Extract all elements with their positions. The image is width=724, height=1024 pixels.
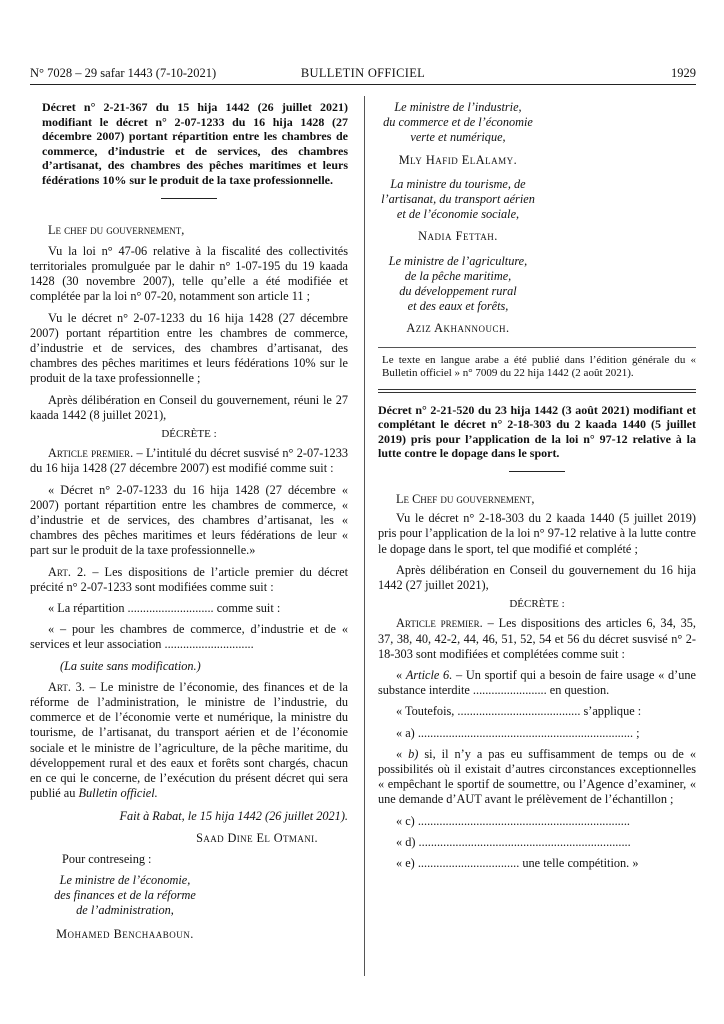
decree-title: Décret n° 2-21-367 du 15 hija 1442 (26 juillet 2021) modifiant le décret n° 2-07-1233 du 16 hija 1428 (27 décembre 2007) portant répartition entre les chambres de commerce, d’industrie et de services, des chambres d’artisanat, des chambres des pêches maritimes et leurs fédérations 10% sur le produit de la taxe professionnelle. [42, 100, 348, 187]
fait-line: Fait à Rabat, le 15 hija 1442 (26 juillet 2021). [119, 809, 348, 824]
item-b-label: b) [408, 746, 419, 761]
article-2 [30, 565, 348, 595]
publication-title: BULLETIN OFFICIEL [300, 66, 426, 80]
signature-tourism-minister [378, 177, 538, 245]
article-6-text: – Un sportif qui a besoin de faire usage « d’une substance interdite ........................ en question. [378, 668, 696, 698]
decree-title-2: Décret n° 2-21-520 du 23 hija 1442 (3 août 2021) modifiant et complétant le décret n° 2-18-303 du 2 kaada 1440 (5 juillet 2019) pris pour l’application de la loi n° 97-12 relative à la lutte contre le dopage dans le sport. [378, 402, 696, 461]
article-3-text: – Le ministre de l’économie, des finances et de la réforme de l’administration, le ministre de l’industrie, du commerce et de l’économie verte et numérique, la ministre du tourisme, de l’artisanat, du transport aérien et de l’économie sociale et le ministre de l’agriculture, de la pêche maritime, du développement rural et des eaux et forêts sont chargés, chacun en ce qui le concerne, de l’exécution du présent décret qui sera publié au [30, 679, 348, 801]
signature-agriculture-minister [378, 254, 538, 337]
role-line-1: Le ministre de l’agriculture, [388, 253, 528, 268]
quote-paragraph: « Décret n° 2-07-1233 du 16 hija 1428 (27 décembre « 2007) portant répartition entre les chambres de commerce, « d’industrie et de services, des chambres d’artisanat, les « chambres des pêches maritimes et leurs fédérations de leur « part sur le produit de la taxe professionnelle.» [30, 482, 348, 558]
role-line-3: de l’administration, [76, 903, 174, 918]
item-e: « e) ................................. une telle compétition. » [396, 856, 639, 871]
vu-paragraph-2: Vu le décret n° 2-07-1233 du 16 hija 1428 (27 décembre 2007) portant répartition entre les chambres de commerce, d’industrie et de services, des chambres d’artisanat, des chambres des pêches maritimes et leurs fédérations 10% sur le produit de la taxe professionnelle ; [30, 310, 348, 386]
article-6-paragraph [378, 668, 696, 698]
item-b-text: si, il n’y a pas eu suffisamment de temps ou de « possibilités où il existait d’autres circonstances exceptionnelles « empêchant le sportif de soumettre, ou l’Agence d’examiner, « une demande d’AUT avant le prélèvement de l’échantillon ; [378, 746, 696, 807]
article-3-label: Art. 3. [48, 679, 85, 694]
right-column [378, 100, 696, 871]
decrete-heading-2: DÉCRÈTE : [509, 598, 565, 611]
apres-paragraph-2: Après délibération en Conseil du gouvernement du 16 hija 1442 (27 juillet 2021), [378, 562, 696, 593]
chef-line-2: Le Chef du gouvernement, [396, 492, 535, 507]
suite-line: (La suite sans modification.) [60, 658, 201, 673]
item-c: « c) ..................................................................... [396, 813, 630, 828]
toutefois-line: « Toutefois, ........................................ s’applique : [396, 704, 642, 719]
decrete-heading: DÉCRÈTE : [161, 428, 217, 440]
issue-info: N° 7028 – 29 safar 1443 (7-10-2021) [30, 66, 217, 80]
pour-line: « – pour les chambres de commerce, d’industrie et de « services et leur association ............................. [30, 622, 348, 652]
role-line-3: verte et numérique, [410, 130, 506, 145]
article-2-text: – Les dispositions de l’article premier du décret précité n° 2-07-1233 sont modifiées comme suit : [30, 564, 348, 594]
quote-open: « [396, 668, 406, 683]
role-line-4: et des eaux et forêts, [407, 299, 509, 314]
role-line-2: des finances et de la réforme [54, 888, 196, 903]
quote-open-b: « [396, 746, 409, 761]
page-number: 1929 [671, 66, 696, 80]
role-line-3: et de l’économie sociale, [396, 207, 520, 222]
header-rule [30, 84, 696, 85]
minister-name: Aziz Akhannouch. [406, 321, 510, 336]
contreseing-label: Pour contreseing : [62, 851, 152, 866]
signer-name: Saad Dine El Otmani. [196, 830, 318, 845]
role-line-3: du développement rural [399, 284, 517, 299]
article-1-label: Article premier. [48, 446, 134, 461]
article-6-label: Article 6. [405, 668, 453, 683]
repartition-line: « La répartition ............................ comme suit : [48, 601, 281, 616]
item-d: « d) ..................................................................... [396, 834, 631, 849]
article-2-label: Art. 2. [48, 564, 87, 579]
apres-paragraph: Après délibération en Conseil du gouvernement, réuni le 27 kaada 1442 (8 juillet 2021), [30, 392, 348, 422]
bulletin-officiel-ref: Bulletin officiel. [78, 786, 158, 801]
role-line-2: de la pêche maritime, [404, 268, 512, 283]
column-divider [364, 96, 365, 976]
article-1 [30, 446, 348, 476]
minister-name: Mohamed Benchaaboun. [56, 926, 194, 941]
minister-name: Mly Hafid ElAlamy. [398, 152, 518, 167]
item-b [378, 747, 696, 808]
article-1-2 [378, 616, 696, 662]
arabic-text-note: Le texte en langue arabe a été publié dans l’édition générale du « Bulletin officiel » n° 7009 du 22 hija 1442 (2 août 2021). [382, 353, 696, 380]
signature-economy-minister [30, 873, 220, 942]
article-1-label-2: Article premier. [396, 616, 483, 631]
left-column [30, 100, 348, 942]
role-line-1: Le ministre de l’industrie, [394, 100, 522, 114]
article-3 [30, 680, 348, 802]
page-header [30, 66, 696, 82]
role-line-2: du commerce et de l’économie [383, 115, 533, 130]
chef-line: Le chef du gouvernement, [48, 222, 185, 237]
role-line-1: La ministre du tourisme, de [390, 176, 526, 191]
role-line-1: Le ministre de l’économie, [59, 873, 191, 888]
vu-paragraph-1: Vu la loi n° 47-06 relative à la fiscalité des collectivités territoriales promulguée par le dahir n° 1-07-195 du 19 kaada 1428 (30 novembre 2007), telle qu’elle a été modifiée et complétée par la loi n° 07-20, notamment son article 11 ; [30, 243, 348, 304]
role-line-2: l’artisanat, du transport aérien [381, 192, 535, 207]
signature-industry-minister [378, 100, 538, 168]
vu-paragraph: Vu le décret n° 2-18-303 du 2 kaada 1440 (5 juillet 2019) pris pour l’application de la loi n° 97-12 relative à la lutte contre le dopage dans le sport, tel que modifié et complété ; [378, 511, 696, 556]
item-a: « a) ...................................................................... ; [396, 725, 640, 740]
minister-name: Nadia Fettah. [418, 229, 498, 244]
article-1-text-2: – Les dispositions des articles 6, 34, 35, 37, 38, 40, 42-2, 44, 46, 51, 52, 54 et 56 du décret susvisé n° 2-18-303 sont modifiées et complétées comme suit : [378, 616, 696, 661]
article-1-text: – L’intitulé du décret susvisé n° 2-07-1233 du 16 hija 1428 (27 décembre 2007) est modifié comme suit : [30, 446, 348, 476]
